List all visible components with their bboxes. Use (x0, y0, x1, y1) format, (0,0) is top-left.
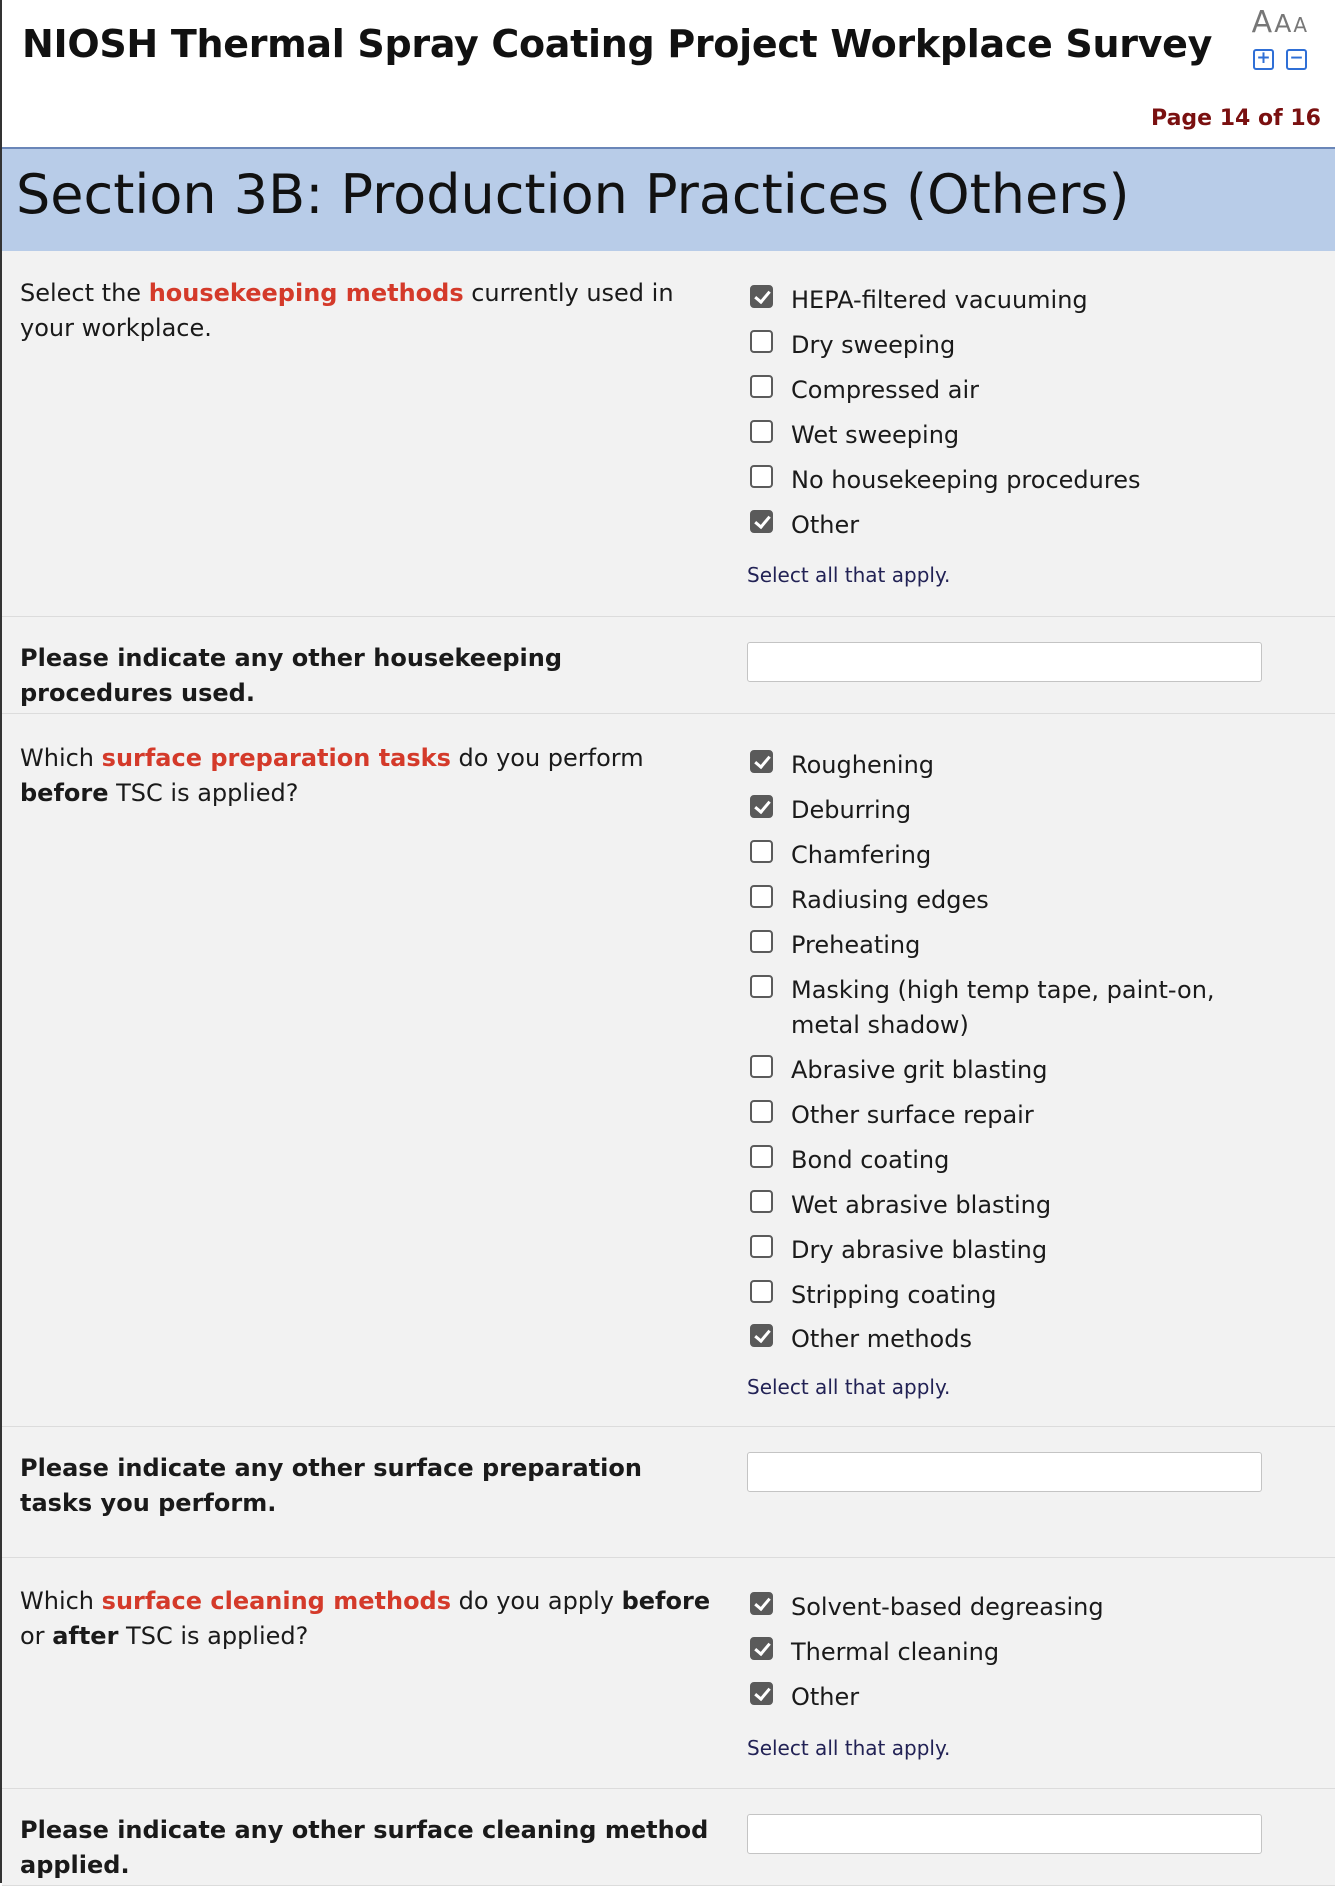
select-all-hint: Select all that apply. (747, 563, 951, 587)
checkbox[interactable] (750, 930, 773, 953)
font-size-indicator (1241, 5, 1307, 40)
font-medium-icon[interactable]: A (1274, 9, 1292, 38)
checkbox[interactable] (750, 1145, 773, 1168)
checkbox[interactable] (750, 1682, 773, 1705)
checkbox[interactable] (750, 1280, 773, 1303)
checkbox[interactable] (750, 750, 773, 773)
other-housekeeping-input[interactable] (747, 642, 1262, 682)
question-text: Select the housekeeping methods currently used in your workplace. (20, 279, 674, 342)
question-text: Which surface preparation tasks do you perform before TSC is applied? (20, 744, 644, 807)
question-text: Please indicate any other surface cleaning method applied. (20, 1816, 709, 1879)
checkbox[interactable] (750, 1592, 773, 1615)
checkbox[interactable] (750, 1637, 773, 1660)
checkbox[interactable] (750, 465, 773, 488)
checkbox[interactable] (750, 840, 773, 863)
question-text: Please indicate any other housekeeping procedures used. (20, 644, 563, 707)
question-housekeeping: Select the housekeeping methods currently used in your workplace. HEPA-filtered vacuuming Dry sweeping Compressed air Wet sweeping No housekeeping procedures Other Select all that apply. (2, 251, 1335, 617)
question-other-housekeeping (2, 617, 1335, 714)
page-indicator: Page 14 of 16 (1151, 106, 1321, 131)
font-small-icon[interactable]: A (1293, 13, 1307, 37)
checkbox[interactable] (750, 510, 773, 533)
checkbox[interactable] (750, 330, 773, 353)
question-other-surface-prep (2, 1427, 1335, 1558)
survey-title: NIOSH Thermal Spray Coating Project Workplace Survey (22, 22, 1213, 66)
font-size-tools (1241, 5, 1307, 70)
select-all-hint: Select all that apply. (747, 1736, 951, 1760)
other-surface-prep-input[interactable] (747, 1452, 1262, 1492)
survey-content (2, 251, 1335, 1886)
other-surface-cleaning-input[interactable] (747, 1814, 1262, 1854)
question-text: Please indicate any other surface preparation tasks you perform. (20, 1454, 642, 1517)
checkbox[interactable] (750, 375, 773, 398)
checkbox[interactable] (750, 420, 773, 443)
question-surface-cleaning: Which surface cleaning methods do you apply before or after TSC is applied? Solvent-based degreasing Thermal cleaning Other Select all that apply. (2, 1558, 1335, 1789)
question-surface-prep: Which surface preparation tasks do you perform before TSC is applied? Roughening Deburring Chamfering Radiusing edges Preheating Masking (high temp tape, paint-on, metal shadow) Abrasive grit blasting Other surface repair Bond coating Wet abrasive blasting Dry abrasive blasting Stripping coating Other methods Select all that apply. (2, 714, 1335, 1427)
question-other-surface-cleaning (2, 1789, 1335, 1886)
question-text: Which surface cleaning methods do you apply before or after TSC is applied? (20, 1587, 711, 1650)
checkbox[interactable] (750, 885, 773, 908)
select-all-hint: Select all that apply. (747, 1375, 951, 1399)
checkbox[interactable] (750, 1324, 773, 1347)
checkbox[interactable] (750, 1190, 773, 1213)
checkbox[interactable] (750, 975, 773, 998)
checkbox[interactable] (750, 795, 773, 818)
page-header (2, 0, 1335, 147)
decrease-font-icon[interactable]: − (1286, 49, 1307, 70)
font-large-icon[interactable]: A (1251, 5, 1273, 40)
increase-font-icon[interactable]: + (1253, 49, 1274, 70)
section-header (2, 147, 1335, 251)
section-title: Section 3B: Production Practices (Others) (16, 163, 1130, 226)
checkbox[interactable] (750, 1100, 773, 1123)
checkbox[interactable] (750, 285, 773, 308)
checkbox[interactable] (750, 1235, 773, 1258)
checkbox[interactable] (750, 1055, 773, 1078)
